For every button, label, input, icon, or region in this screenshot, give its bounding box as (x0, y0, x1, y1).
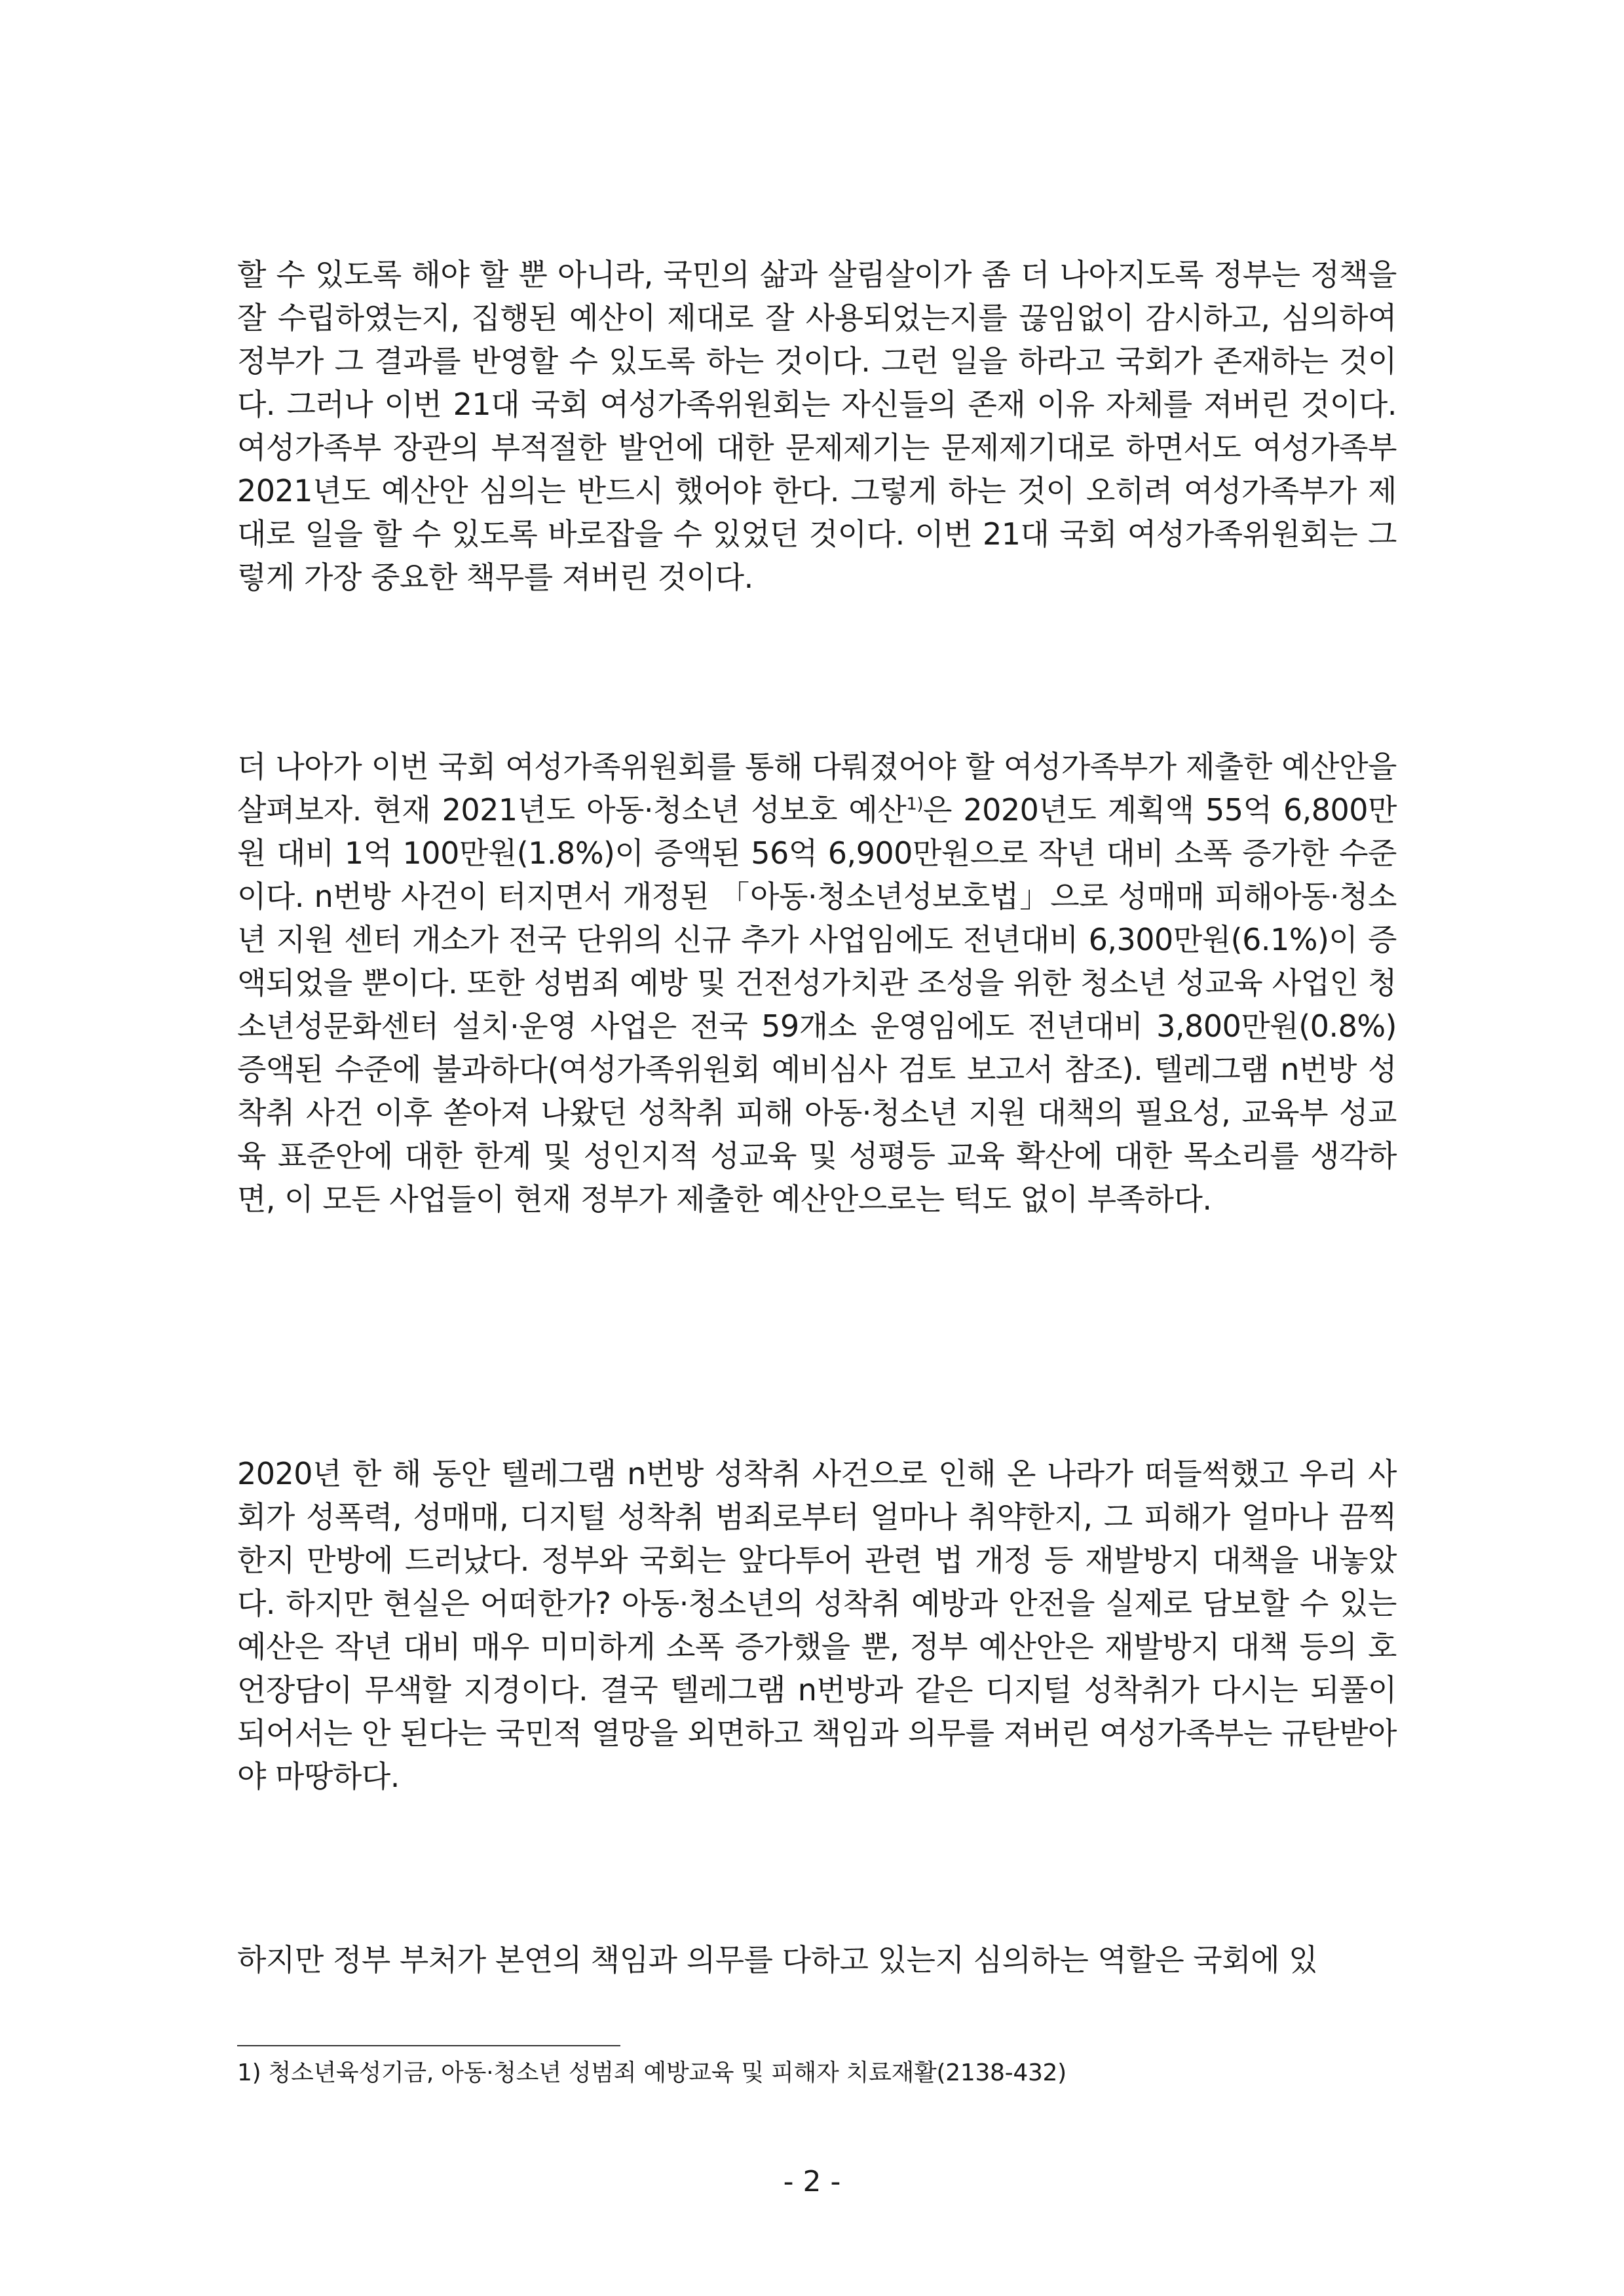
body-paragraph-4: 하지만 정부 부처가 본연의 책임과 의무를 다하고 있는지 심의하는 역할은 국회에 있 (237, 1942, 1318, 1978)
page-number: - 2 - (783, 2165, 841, 2198)
body-paragraph-3: 2020년 한 해 동안 텔레그램 n번방 성착취 사건으로 인해 온 나라가 떠들썩했고 우리 사회가 성폭력, 성매매, 디지털 성착취 범죄로부터 얼마나 취약한지, 그 피해가 얼마나 끔찍한지 만방에 드러났다. 정부와 국회는 앞다투어 관련 법 개정 등 재발방지 대책을 내놓았다. 하지만 현실은 어떠한가? 아동·청소년의 성착취 예방과 안전을 실제로 담보할 수 있는 예산은 작년 대비 매우 미미하게 소폭 증가했을 뿐, 정부 예산안은 재발방지 대책 등의 호언장담이 무색할 지경이다. 결국 텔레그램 n번방과 같은 디지털 성착취가 다시는 되풀이 되어서는 안 된다는 국민적 열망을 외면하고 책임과 의무를 져버린 여성가족부는 규탄받아야 마땅하다. (237, 1456, 1397, 1794)
footnote-reference: 1) (906, 794, 923, 814)
footnote-divider (237, 2045, 620, 2046)
body-paragraph-2 (237, 745, 1397, 1221)
footnote-text: 1) 청소년육성기금, 아동·청소년 성범죄 예방교육 및 피해자 치료재활(2138-432) (237, 2059, 1067, 2086)
body-paragraph-1: 할 수 있도록 해야 할 뿐 아니라, 국민의 삶과 살림살이가 좀 더 나아지도록 정부는 정책을 잘 수립하였는지, 집행된 예산이 제대로 잘 사용되었는지를 끊임없이 감시하고, 심의하여 정부가 그 결과를 반영할 수 있도록 하는 것이다. 그런 일을 하라고 국회가 존재하는 것이다. 그러나 이번 21대 국회 여성가족위원회는 자신들의 존재 이유 자체를 져버린 것이다. 여성가족부 장관의 부적절한 발언에 대한 문제제기는 문제제기대로 하면서도 여성가족부 2021년도 예산안 심의는 반드시 했어야 한다. 그렇게 하는 것이 오히려 여성가족부가 제대로 일을 할 수 있도록 바로잡을 수 있었던 것이다. 이번 21대 국회 여성가족위원회는 그렇게 가장 중요한 책무를 져버린 것이다. (237, 257, 1397, 595)
paragraph-2-text-part-2: 은 2020년도 계획액 55억 6,800만원 대비 1억 100만원(1.8%)이 증액된 56억 6,900만원으로 작년 대비 소폭 증가한 수준이다. n번방 사건이 터지면서 개정된 「아동·청소년성보호법」으로 성매매 피해아동·청소년 지원 센터 개소가 전국 단위의 신규 추가 사업임에도 전년대비 6,300만원(6.1%)이 증액되었을 뿐이다. 또한 성범죄 예방 및 건전성가치관 조성을 위한 청소년 성교육 사업인 청소년성문화센터 설치·운영 사업은 전국 59개소 운영임에도 전년대비 3,800만원(0.8%) 증액된 수준에 불과하다(여성가족위원회 예비심사 검토 보고서 참조). 텔레그램 n번방 성착취 사건 이후 쏟아져 나왔던 성착취 피해 아동·청소년 지원 대책의 필요성, 교육부 성교육 표준안에 대한 한계 및 성인지적 성교육 및 성평등 교육 확산에 대한 목소리를 생각하면, 이 모든 사업들이 현재 정부가 제출한 예산안으로는 턱도 없이 부족하다. (237, 792, 1397, 1217)
paragraph-2-text-part-1: 더 나아가 이번 국회 여성가족위원회를 통해 다뤄졌어야 할 여성가족부가 제출한 예산안을 살펴보자. 현재 2021년도 아동·청소년 성보호 예산 (237, 749, 1397, 828)
